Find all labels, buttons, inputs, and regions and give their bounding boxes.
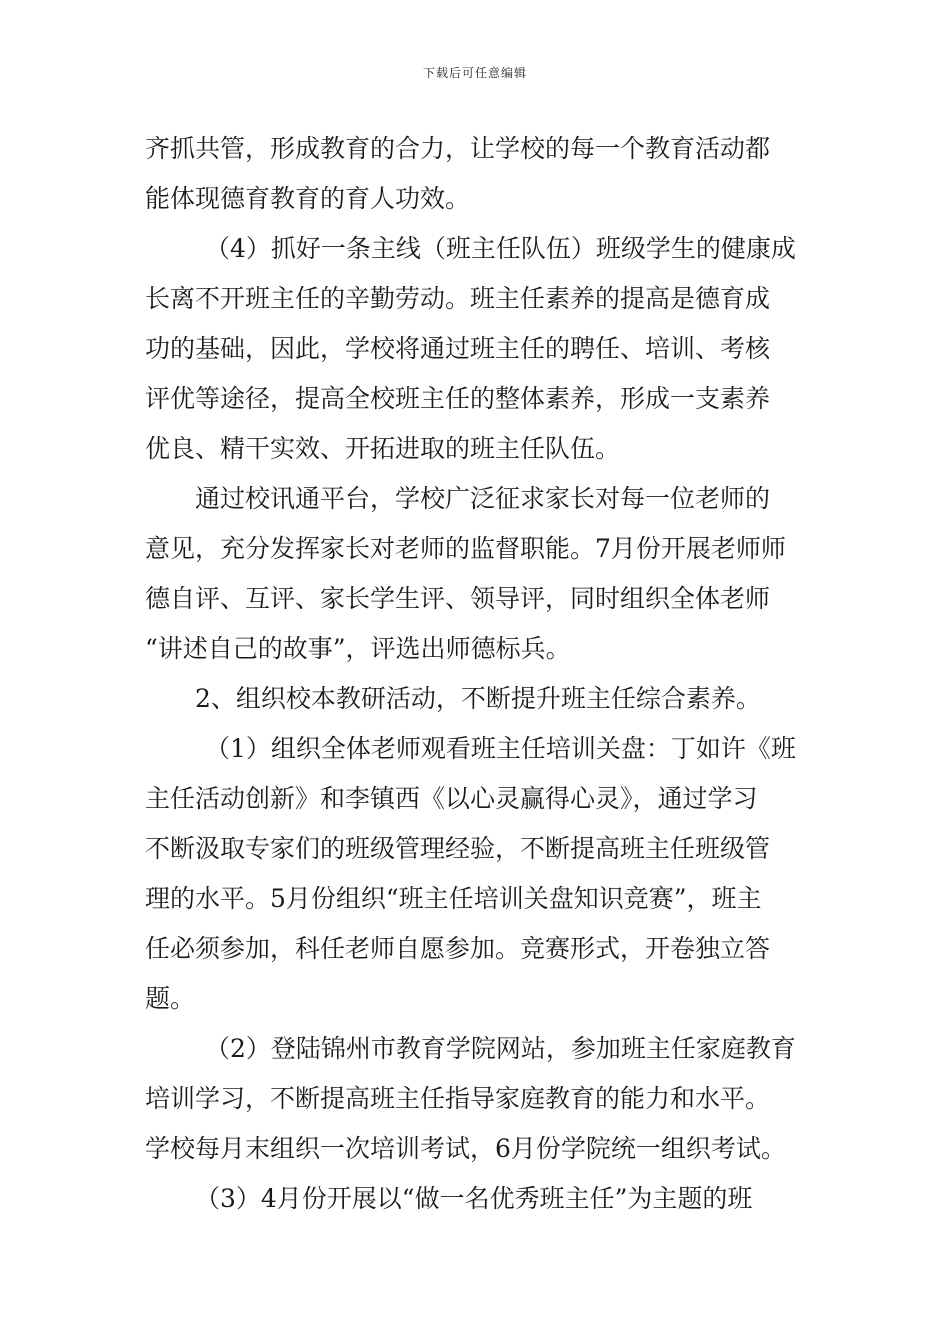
text-line: （4）抓好一条主线（班主任队伍）班级学生的健康成 (205, 234, 796, 263)
text-line: （2）登陆锦州市教育学院网站，参加班主任家庭教育 (205, 1034, 796, 1063)
page-header: 下载后可任意编辑 (422, 66, 527, 80)
text-line: 齐抓共管，形成教育的合力，让学校的每一个教育活动都 (145, 134, 771, 163)
text-line: 功的基础，因此，学校将通过班主任的聘任、培训、考核 (145, 334, 771, 363)
text-line: 2、组织校本教研活动，不断提升班主任综合素养。 (195, 684, 761, 713)
text-line: 理的水平。5月份组织“班主任培训关盘知识竞赛”，班主 (145, 884, 762, 913)
text-line: 长离不开班主任的辛勤劳动。班主任素养的提高是德育成 (145, 284, 771, 313)
text-line: 学校每月末组织一次培训考试，6月份学院统一组织考试。 (145, 1134, 786, 1163)
text-line: （3）4月份开展以“做一名优秀班主任”为主题的班 (195, 1184, 753, 1213)
text-line: 任必须参加，科任老师自愿参加。竞赛形式，开卷独立答 (145, 934, 771, 963)
text-line: 主任活动创新》和李镇西《以心灵赢得心灵》，通过学习 (145, 784, 758, 813)
text-line: 优良、精干实效、开拓进取的班主任队伍。 (145, 434, 621, 463)
text-line: “讲述自己的故事”，评选出师德标兵。 (145, 634, 571, 663)
text-line: 评优等途径，提高全校班主任的整体素养，形成一支素养 (145, 384, 771, 413)
text-line: 题。 (145, 984, 196, 1013)
text-line: 培训学习，不断提高班主任指导家庭教育的能力和水平。 (145, 1084, 771, 1113)
text-line: 能体现德育教育的育人功效。 (145, 184, 471, 213)
text-line: 不断汲取专家们的班级管理经验，不断提高班主任班级管 (145, 834, 771, 863)
text-line: 德自评、互评、家长学生评、领导评，同时组织全体老师 (145, 584, 771, 613)
text-line: （1）组织全体老师观看班主任培训关盘：丁如许《班 (205, 734, 796, 763)
text-line: 通过校讯通平台，学校广泛征求家长对每一位老师的 (195, 484, 771, 513)
text-line: 意见，充分发挥家长对老师的监督职能。7月份开展老师师 (145, 534, 786, 563)
